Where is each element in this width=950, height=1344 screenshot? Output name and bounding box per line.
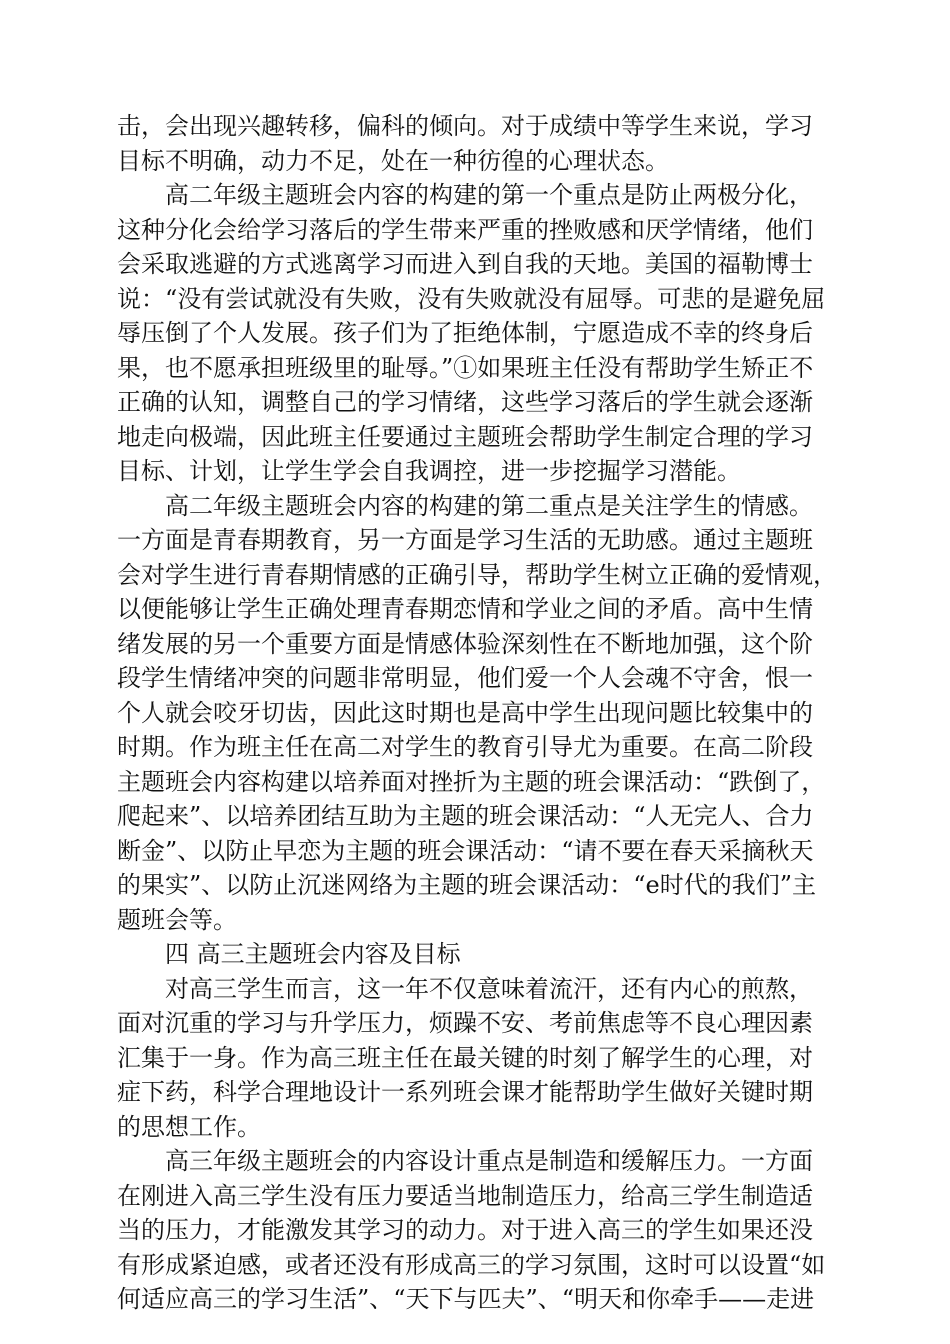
text-line: 地走向极端，因此班主任要通过主题班会帮助学生制定合理的学习 — [117, 422, 813, 451]
text-line: 目标、计划，让学生学会自我调控，进一步挖掘学习潜能。 — [117, 457, 741, 485]
text-line: 说：“没有尝试就没有失败，没有失败就没有屈辱。可悲的是避免屈 — [117, 284, 826, 313]
text-line: 主题班会内容构建以培养面对挫折为主题的班会课活动：“跌倒了， — [117, 767, 826, 796]
paragraph-start-line: 高三年级主题班会的内容设计重点是制造和缓解压力。一方面 — [117, 1147, 813, 1175]
text-line: 会对学生进行青春期情感的正确引导，帮助学生树立正确的爱情观， — [117, 560, 837, 589]
paragraph-start-line: 对高三学生而言，这一年不仅意味着流汗，还有内心的煎熬， — [117, 974, 813, 1003]
text-line: 正确的认知，调整自己的学习情绪，这些学习落后的学生就会逐渐 — [117, 388, 813, 416]
text-line: 当的压力，才能激发其学习的动力。对于进入高三的学生如果还没 — [117, 1216, 813, 1244]
text-line: 断金”、以防止早恋为主题的班会课活动：“请不要在春天采摘秋天 — [117, 836, 814, 865]
text-line: 一方面是青春期教育，另一方面是学习生活的无助感。通过主题班 — [117, 526, 813, 554]
text-line: 时期。作为班主任在高二对学生的教育引导尤为重要。在高二阶段 — [117, 733, 813, 761]
text-line: 会采取逃避的方式逃离学习而进入到自我的天地。美国的福勒博士 — [117, 250, 813, 278]
text-line: 何适应高三的学习生活”、“天下与匹夫”、“明天和你牵手——走进 — [117, 1285, 815, 1313]
text-line: 果，也不愿承担班级里的耻辱。”①如果班主任没有帮助学生矫正不 — [117, 353, 814, 382]
text-line: 在刚进入高三学生没有压力要适当地制造压力，给高三学生制造适 — [117, 1181, 813, 1210]
text-line: 绪发展的另一个重要方面是情感体验深刻性在不断地加强，这个阶 — [117, 629, 813, 658]
text-line: 以便能够让学生正确处理青春期恋情和学业之间的矛盾。高中生情 — [117, 595, 813, 623]
text-line: 个人就会咬牙切齿，因此这时期也是高中学生出现问题比较集中的 — [117, 698, 813, 727]
body-text — [117, 109, 837, 1317]
text-line: 面对沉重的学习与升学压力，烦躁不安、考前焦虑等不良心理因素 — [117, 1009, 813, 1037]
text-line: 目标不明确，动力不足，处在一种彷徨的心理状态。 — [117, 146, 669, 175]
text-line: 的果实”、以防止沉迷网络为主题的班会课活动：“e时代的我们”主 — [117, 871, 817, 899]
paragraph-start-line: 高二年级主题班会内容的构建的第一个重点是防止两极分化， — [117, 181, 813, 209]
section-heading: 四 高三主题班会内容及目标 — [117, 940, 461, 968]
text-line: 辱压倒了个人发展。孩子们为了拒绝体制，宁愿造成不幸的终身后 — [117, 319, 813, 347]
text-line: 这种分化会给学习落后的学生带来严重的挫败感和厌学情绪，他们 — [117, 215, 813, 244]
text-line: 汇集于一身。作为高三班主任在最关键的时刻了解学生的心理，对 — [117, 1043, 813, 1072]
text-line: 段学生情绪冲突的问题非常明显，他们爱一个人会魂不守舍，恨一 — [117, 664, 813, 692]
text-line: 题班会等。 — [117, 905, 237, 934]
text-line: 击，会出现兴趣转移，偏科的倾向。对于成绩中等学生来说，学习 — [117, 112, 813, 140]
text-line: 症下药，科学合理地设计一系列班会课才能帮助学生做好关键时期 — [117, 1078, 813, 1106]
paragraph-start-line: 高二年级主题班会内容的构建的第二重点是关注学生的情感。 — [117, 491, 813, 520]
text-line: 的思想工作。 — [117, 1112, 261, 1141]
text-line: 爬起来”、以培养团结互助为主题的班会课活动：“人无完人、合力 — [117, 802, 814, 830]
text-line: 有形成紧迫感，或者还没有形成高三的学习氛围，这时可以设置“如 — [117, 1250, 826, 1279]
